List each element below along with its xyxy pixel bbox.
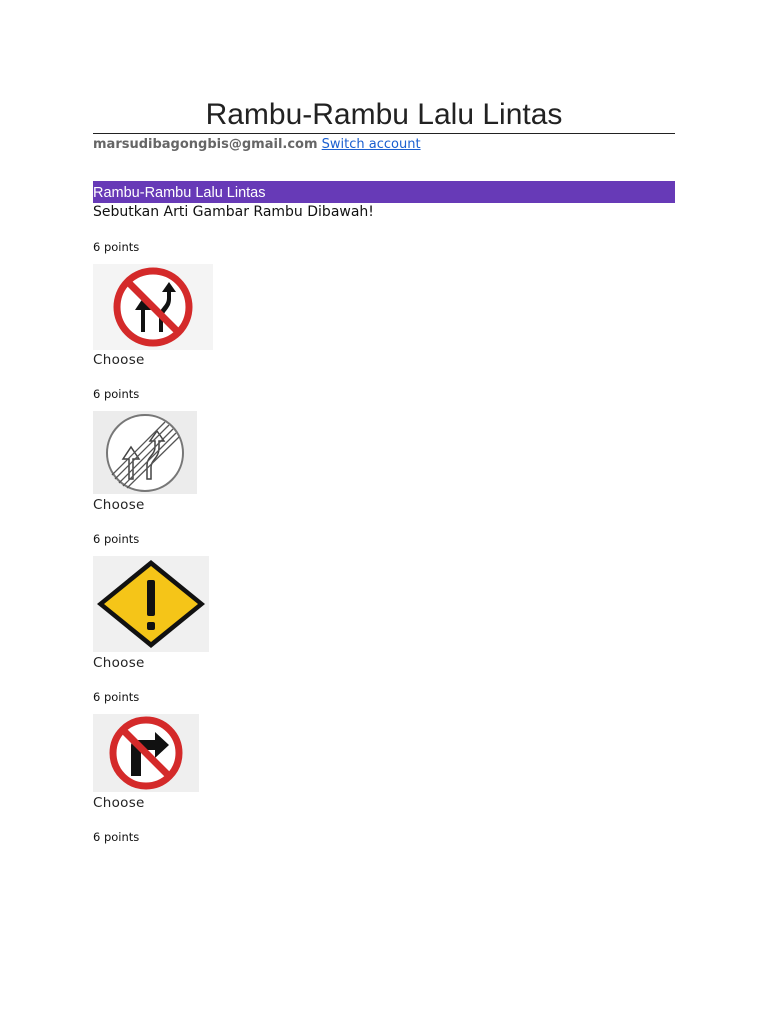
question-points: 6 points — [93, 532, 140, 546]
account-info — [93, 137, 421, 153]
general-warning-sign-icon — [93, 556, 209, 652]
account-email: marsudibagongbis@gmail.com — [93, 137, 318, 152]
question-points: 6 points — [93, 240, 140, 254]
question-points: 6 points — [93, 690, 140, 704]
answer-dropdown[interactable]: Choose — [93, 655, 145, 671]
no-right-turn-sign-icon — [93, 714, 199, 792]
section-header: Rambu-Rambu Lalu Lintas — [93, 181, 675, 203]
question-points: 6 points — [93, 387, 140, 401]
answer-dropdown[interactable]: Choose — [93, 795, 145, 811]
answer-dropdown[interactable]: Choose — [93, 497, 145, 513]
section-description: Sebutkan Arti Gambar Rambu Dibawah! — [93, 204, 374, 220]
question-points: 6 points — [93, 830, 140, 844]
title-divider — [93, 133, 675, 134]
end-of-no-overtaking-sign-icon — [93, 411, 197, 494]
switch-account-link[interactable]: Switch account — [321, 137, 421, 152]
answer-dropdown[interactable]: Choose — [93, 352, 145, 368]
no-overtaking-sign-icon — [93, 264, 213, 350]
form-title: Rambu-Rambu Lalu Lintas — [205, 98, 563, 131]
